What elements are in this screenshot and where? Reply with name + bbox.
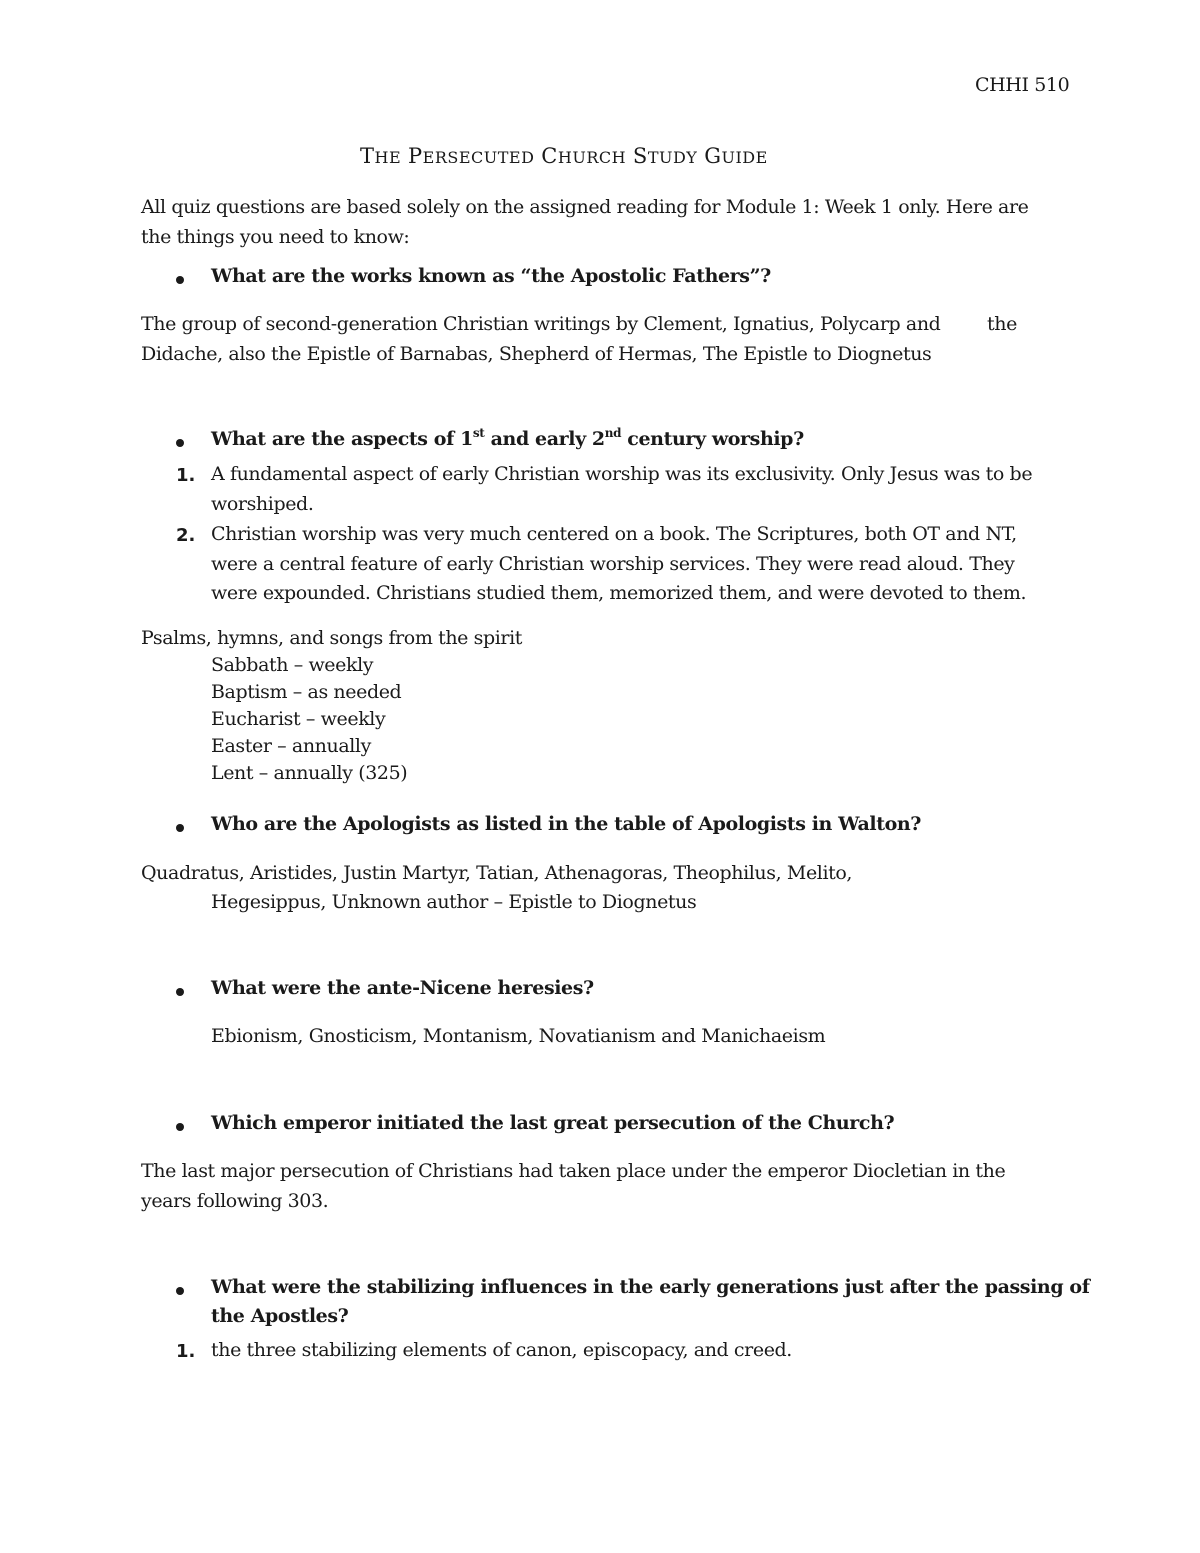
answer-apostolic-fathers-line-1: The group of second-generation Christian writings by Clement, Ignatius, Polycarp and: [141, 313, 941, 335]
bullet-icon: [176, 824, 184, 832]
psalms-line: Psalms, hymns, and songs from the spirit: [141, 627, 523, 649]
answer-emperor-line-2: years following 303.: [141, 1190, 329, 1212]
course-code: CHHI 510: [975, 74, 1070, 96]
question-stabilizing-line-1: What were the stabilizing influences in the early generations just after the passing of: [211, 1276, 1090, 1298]
worship-item-1-line-2: worshiped.: [211, 493, 314, 515]
question-apologists: Who are the Apologists as listed in the table of Apologists in Walton?: [211, 813, 921, 835]
answer-emperor-line-1: The last major persecution of Christians had taken place under the emperor Diocletian in the: [141, 1160, 1006, 1182]
answer-apologists-line-2: Hegesippus, Unknown author – Epistle to Diognetus: [211, 891, 697, 913]
answer-apologists-line-1: Quadratus, Aristides, Justin Martyr, Tatian, Athenagoras, Theophilus, Melito,: [141, 862, 853, 884]
worship-item-2-line-1: Christian worship was very much centered on a book. The Scriptures, both OT and NT,: [211, 523, 1017, 545]
list-number: 1.: [176, 465, 196, 486]
bullet-icon: [176, 1287, 184, 1295]
bullet-icon: [176, 1123, 184, 1131]
intro-line-1: All quiz questions are based solely on the assigned reading for Module 1: Week 1 only. Here are: [141, 196, 1029, 218]
intro-line-2: the things you need to know:: [141, 226, 410, 248]
bullet-icon: [176, 276, 184, 284]
list-number: 1.: [176, 1341, 196, 1362]
worship-item-2-line-3: were expounded. Christians studied them, memorized them, and were devoted to them.: [211, 582, 1027, 604]
observance-item: Sabbath – weekly: [211, 654, 374, 676]
question-stabilizing-line-2: the Apostles?: [211, 1305, 349, 1327]
question-heresies: What were the ante-Nicene heresies?: [211, 977, 594, 999]
document-title: THE PERSECUTED CHURCH STUDY GUIDE: [360, 144, 768, 168]
answer-apostolic-fathers-line-1-end: the: [987, 313, 1017, 335]
answer-stabilizing: the three stabilizing elements of canon, episcopacy, and creed.: [211, 1339, 792, 1361]
list-number: 2.: [176, 525, 196, 546]
answer-apostolic-fathers-line-2: Didache, also the Epistle of Barnabas, Shepherd of Hermas, The Epistle to Diognetus: [141, 343, 932, 365]
question-apostolic-fathers: What are the works known as “the Apostolic Fathers”?: [211, 265, 771, 287]
question-emperor: Which emperor initiated the last great persecution of the Church?: [211, 1112, 895, 1134]
question-worship: What are the aspects of 1st and early 2nd century worship?: [211, 425, 804, 450]
bullet-icon: [176, 439, 184, 447]
observance-item: Easter – annually: [211, 735, 371, 757]
answer-heresies: Ebionism, Gnosticism, Montanism, Novatianism and Manichaeism: [211, 1025, 826, 1047]
bullet-icon: [176, 988, 184, 996]
observance-item: Lent – annually (325): [211, 762, 408, 784]
worship-item-1-line-1: A fundamental aspect of early Christian worship was its exclusivity. Only Jesus was to be: [211, 463, 1033, 485]
observance-item: Baptism – as needed: [211, 681, 402, 703]
worship-item-2-line-2: were a central feature of early Christian worship services. They were read aloud. They: [211, 553, 1015, 575]
observance-item: Eucharist – weekly: [211, 708, 386, 730]
